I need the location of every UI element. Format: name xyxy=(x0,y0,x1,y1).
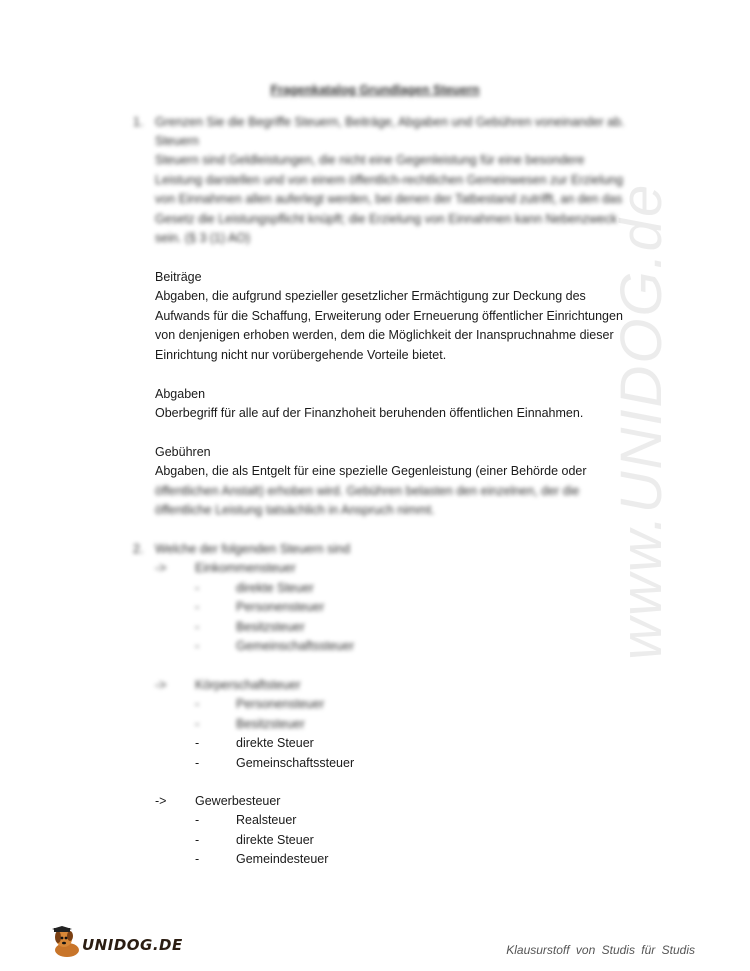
gebuehren-heading: Gebühren xyxy=(155,445,211,459)
list-dash: - xyxy=(195,813,200,827)
list-dash: - xyxy=(195,717,200,731)
abgaben-line: Oberbegriff für alle auf der Finanzhoheit beruhenden öffentlichen Einnahmen. xyxy=(155,406,584,420)
list-item: Personensteuer xyxy=(236,697,325,711)
list-item: Besitzsteuer xyxy=(236,620,305,634)
beitraege-line: Einrichtung nicht nur vorübergehende Vorteile bietet. xyxy=(155,348,447,362)
steuern-line: Steuern sind Geldleistungen, die nicht eine Gegenleistung für eine besondere xyxy=(155,153,585,167)
list-dash: - xyxy=(195,581,200,595)
dog-mascot-icon xyxy=(50,926,84,960)
question-2-number: 2. xyxy=(133,542,144,556)
group-arrow: -> xyxy=(155,794,167,808)
steuern-line: Gesetz die Leistungspflicht knüpft; die Erzielung von Einnahmen kann Nebenzweck xyxy=(155,212,618,226)
list-item: Gemeinschaftssteuer xyxy=(236,756,355,770)
list-item: direkte Steuer xyxy=(236,736,314,750)
list-dash: - xyxy=(195,756,200,770)
document-title: Fragenkatalog Grundlagen Steuern xyxy=(270,83,480,97)
group-name: Körperschaftsteuer xyxy=(195,678,301,692)
beitraege-heading: Beiträge xyxy=(155,270,202,284)
list-dash: - xyxy=(195,833,200,847)
question-1-number: 1. xyxy=(133,115,144,129)
group-name: Einkommensteuer xyxy=(195,561,296,575)
group-arrow: -> xyxy=(155,678,167,692)
list-item: Realsteuer xyxy=(236,813,297,827)
question-1-text: Grenzen Sie die Begriffe Steuern, Beiträge, Abgaben und Gebühren voneinander ab. xyxy=(155,115,625,129)
list-item: Gemeindesteuer xyxy=(236,852,329,866)
list-dash: - xyxy=(195,736,200,750)
steuern-line: Leistung darstellen und von einem öffentlich-rechtlichen Gemeinwesen zur Erzielung xyxy=(155,173,624,187)
gebuehren-line: Abgaben, die als Entgelt für eine spezielle Gegenleistung (einer Behörde oder xyxy=(155,464,587,478)
beitraege-line: von denjenigen erhoben werden, dem die Möglichkeit der Inanspruchnahme dieser xyxy=(155,328,614,342)
list-item: direkte Steuer xyxy=(236,581,314,595)
gebuehren-line: öffentliche Leistung tatsächlich in Anspruch nimmt. xyxy=(155,503,435,517)
list-item: Personensteuer xyxy=(236,600,325,614)
beitraege-line: Aufwands für die Schaffung, Erweiterung oder Erneuerung öffentlicher Einrichtungen xyxy=(155,309,623,323)
footer-slogan: Klausurstoff von Studis für Studis xyxy=(506,943,695,957)
watermark: www.UNIDOG.de xyxy=(609,182,674,660)
list-dash: - xyxy=(195,639,200,653)
question-2-text: Welche der folgenden Steuern sind xyxy=(155,542,351,556)
list-dash: - xyxy=(195,600,200,614)
list-item: Gemeinschaftssteuer xyxy=(236,639,355,653)
group-name: Gewerbesteuer xyxy=(195,794,281,808)
logo-text: UNIDOG.DE xyxy=(82,936,183,954)
steuern-heading: Steuern xyxy=(155,134,199,148)
list-item: Besitzsteuer xyxy=(236,717,305,731)
list-item: direkte Steuer xyxy=(236,833,314,847)
beitraege-line: Abgaben, die aufgrund spezieller gesetzlicher Ermächtigung zur Deckung des xyxy=(155,289,586,303)
gebuehren-line: öffentlichen Anstalt) erhoben wird. Gebühren belasten den einzelnen, der die xyxy=(155,484,580,498)
group-arrow: -> xyxy=(155,561,167,575)
unidog-logo xyxy=(50,926,183,960)
list-dash: - xyxy=(195,697,200,711)
list-dash: - xyxy=(195,852,200,866)
list-dash: - xyxy=(195,620,200,634)
steuern-line: sein. (§ 3 (1) AO) xyxy=(155,231,251,245)
abgaben-heading: Abgaben xyxy=(155,387,206,401)
steuern-line: von Einnahmen allen auferlegt werden, bei denen der Tatbestand zutrifft, an den das xyxy=(155,192,623,206)
